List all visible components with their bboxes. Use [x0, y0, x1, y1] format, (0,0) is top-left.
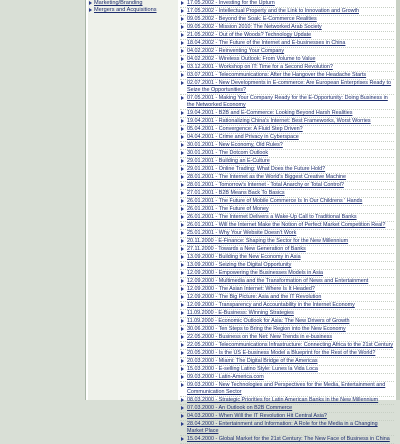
news-list-item	[180, 270, 394, 278]
news-link[interactable]: 27.01.2001 - B2B Means Back To Basics	[187, 190, 285, 196]
news-link[interactable]: 28.04.2000 - Entertainment and Information: A Role for the Media in a Changing Market Place	[187, 421, 378, 434]
triangle-bullet-icon	[181, 398, 184, 402]
news-link[interactable]: 30.01.2001 - New Economy, Old Rules?	[187, 142, 283, 148]
triangle-bullet-icon	[181, 287, 184, 291]
sidebar-item-label: Mergers and Acquisitions	[94, 7, 157, 13]
triangle-bullet-icon	[181, 96, 184, 100]
news-list-item	[180, 238, 394, 246]
news-list-item	[180, 80, 394, 95]
news-list-item	[180, 150, 394, 158]
news-link[interactable]: 09.05.2002 - Beyond the Soak: E-Commerce Realities	[187, 16, 317, 22]
triangle-bullet-icon	[181, 319, 184, 323]
triangle-bullet-icon	[181, 343, 184, 347]
triangle-bullet-icon	[181, 437, 184, 441]
news-list-item	[180, 254, 394, 262]
news-list-item	[180, 32, 394, 40]
triangle-bullet-icon	[181, 17, 184, 21]
news-list-item	[180, 262, 394, 270]
sidebar-item-marketing-branding[interactable]	[88, 0, 178, 7]
news-list-item	[180, 318, 394, 326]
news-link[interactable]: 17.05.2002 - Investing for the Upturn	[187, 0, 275, 6]
news-link[interactable]: 19.04.2001 - B2B and E-Commerce: Looking Beyond Harsh Realities	[187, 110, 353, 116]
triangle-bullet-icon	[181, 49, 184, 53]
news-list-item	[180, 64, 394, 72]
triangle-bullet-icon	[181, 1, 184, 5]
news-list-item	[180, 342, 394, 350]
triangle-bullet-icon	[181, 159, 184, 163]
news-link[interactable]: 17.05.2002 - Intellectual Property and the Link to Innovation and Growth	[187, 8, 360, 14]
news-list-item	[180, 110, 394, 118]
triangle-bullet-icon	[181, 247, 184, 251]
news-list-item	[180, 436, 394, 444]
triangle-bullet-icon	[181, 359, 184, 363]
triangle-bullet-icon	[181, 422, 184, 426]
news-link[interactable]: 26.01.2001 - Will the Internet Make the Notion of Perfect Market Competition Real?	[187, 222, 386, 228]
triangle-bullet-icon	[181, 231, 184, 235]
news-list-item	[180, 142, 394, 150]
news-list-item	[180, 95, 394, 110]
news-list-item	[180, 0, 394, 8]
triangle-bullet-icon	[181, 367, 184, 371]
news-list-item	[180, 334, 394, 342]
triangle-bullet-icon	[181, 311, 184, 315]
triangle-bullet-icon	[89, 1, 92, 5]
news-link[interactable]: 09.03.2000 - New Technologies and Perspectives for the Media, Entertainment and Communication Sector	[187, 382, 386, 395]
news-list-item	[180, 126, 394, 134]
triangle-bullet-icon	[181, 215, 184, 219]
news-link[interactable]: 03.12.2001 - Workshop on IT: Time for a Second Revolution?	[187, 64, 333, 70]
news-link[interactable]: 22.05.2000 - Business on the Net: New Trends in e-business	[187, 334, 333, 340]
news-list-item	[180, 374, 394, 382]
news-link[interactable]: 20.11.2000 - E-Finance: Shaping the Sector for the New Millennium	[187, 238, 349, 244]
news-link[interactable]: 25.01.2001 - Why Your Website Doesn't Work	[187, 230, 297, 236]
triangle-bullet-icon	[181, 73, 184, 77]
news-list-item	[180, 286, 394, 294]
news-list-item	[180, 174, 394, 182]
triangle-bullet-icon	[181, 119, 184, 123]
news-link[interactable]: 15.04.2000 - Global Market for the 21st Century: The New Face of Business in China	[187, 436, 390, 442]
triangle-bullet-icon	[181, 263, 184, 267]
news-link[interactable]: 08.03.2000 - Strategic Priorities for Latin American Banks in the New Millennium	[187, 397, 379, 403]
news-list-item	[180, 246, 394, 254]
news-link[interactable]: 12.09.2000 - The Asian Internet: Where Is It Headed?	[187, 286, 315, 292]
triangle-bullet-icon	[181, 65, 184, 69]
news-link[interactable]: 26.01.2001 - The Future of Mobile Commerce Is In Our Childrens ' Hands	[187, 198, 363, 204]
triangle-bullet-icon	[181, 111, 184, 115]
news-link[interactable]: 04.02.2002 - Wireless Outlook: From Volume to Value	[187, 56, 316, 62]
news-link[interactable]: 03.07.2001 - Telecommunications: After the Hangover the Headache Starts	[187, 72, 367, 78]
news-link[interactable]: 18.04.2002 - The Future of the Internet and E-businesses in China	[187, 40, 346, 46]
triangle-bullet-icon	[181, 351, 184, 355]
news-list-item	[180, 310, 394, 318]
news-link[interactable]: 21.05.2002 - Out of the Woods? Technology Update	[187, 32, 312, 38]
triangle-bullet-icon	[181, 175, 184, 179]
news-list-item	[180, 16, 394, 24]
triangle-bullet-icon	[89, 8, 92, 12]
news-list-item	[180, 382, 394, 397]
triangle-bullet-icon	[181, 414, 184, 418]
window-edge	[396, 0, 400, 400]
news-list-item	[180, 421, 394, 436]
triangle-bullet-icon	[181, 25, 184, 29]
news-link[interactable]: 30.01.2001 - The Dotcom Outlook	[187, 150, 269, 156]
news-link[interactable]: 27.11.2000 - Towards a New Generation of Banks	[187, 246, 306, 252]
news-list-item	[180, 40, 394, 48]
triangle-bullet-icon	[181, 335, 184, 339]
triangle-bullet-icon	[181, 151, 184, 155]
triangle-bullet-icon	[181, 81, 184, 85]
news-link[interactable]: 15.03.2000 - E-selling Latino Style: Lunes la Vida Loca	[187, 366, 318, 372]
news-link[interactable]: 22.05.2000 - Telecommunications Infrastructure: Connecting Africa to the 21st Century	[187, 342, 394, 348]
triangle-bullet-icon	[181, 191, 184, 195]
news-link[interactable]: 04.02.2002 - Reinventing Your Company	[187, 48, 285, 54]
triangle-bullet-icon	[181, 303, 184, 307]
news-list-item	[180, 158, 394, 166]
triangle-bullet-icon	[181, 383, 184, 387]
news-list-item	[180, 405, 394, 413]
news-list-item	[180, 198, 394, 206]
news-list-item	[180, 24, 394, 32]
news-link[interactable]: 19.04.2001 - Rationalizing China's Internet: Best Frameworks, Worst Worries	[187, 118, 371, 124]
news-list-item	[180, 166, 394, 174]
news-list	[180, 0, 394, 442]
news-link[interactable]: 26.01.2001 - The Future of Money	[187, 206, 269, 212]
news-link[interactable]: 29.01.2001 - Building an E-Culture	[187, 158, 270, 164]
news-link[interactable]: 05.04.2001 - Convergence: A Fluid Step Driven?	[187, 126, 303, 132]
triangle-bullet-icon	[181, 327, 184, 331]
triangle-bullet-icon	[181, 207, 184, 211]
news-list-item	[180, 222, 394, 230]
news-link[interactable]: 11.09.2000 - Economic Outlook for Asia: The New Drivers of Growth	[187, 318, 350, 324]
sidebar-item-label: Marketing/Branding	[94, 0, 143, 6]
news-list-item	[180, 302, 394, 310]
news-link[interactable]: 28.01.2001 - Tomorrow's Internet - Total Anarchy or Total Control?	[187, 182, 344, 188]
news-link[interactable]: 28.01.2001 - The Internet as the World's Biggest Creative Machine	[187, 174, 347, 180]
news-list-item	[180, 206, 394, 214]
news-link[interactable]: 26.01.2001 - The Internet Delivers a Wake-Up Call to Traditional Banks	[187, 214, 357, 220]
news-list-item	[180, 72, 394, 80]
triangle-bullet-icon	[181, 127, 184, 131]
news-link[interactable]: 12.09.2000 - Transparency and Accountability in the Internet Economy	[187, 302, 355, 308]
triangle-bullet-icon	[181, 375, 184, 379]
news-list-item	[180, 230, 394, 238]
news-link[interactable]: 30.06.2000 - Ten Steps to Bring the Region into the New Economy	[187, 326, 346, 332]
news-link[interactable]: 20.03.2000 - Miami: The Digital Bridge of the Americas	[187, 358, 318, 364]
news-list-item	[180, 118, 394, 126]
triangle-bullet-icon	[181, 199, 184, 203]
sidebar-item-mergers-acquisitions[interactable]	[88, 7, 178, 14]
news-list-item	[180, 366, 394, 374]
news-list-item	[180, 326, 394, 334]
news-list-item	[180, 214, 394, 222]
news-link[interactable]: 07.03.2000 - An Outlook on B2B Commerce	[187, 405, 293, 411]
news-list-item	[180, 48, 394, 56]
news-link[interactable]: 20.05.2000 - Is the US E-business Model a Blueprint for the Rest of the World?	[187, 350, 376, 356]
news-list-item	[180, 56, 394, 64]
news-link[interactable]: 12.09.2000 - Empowering the Businesses Models in Asia	[187, 270, 324, 276]
triangle-bullet-icon	[181, 33, 184, 37]
news-list-item	[180, 8, 394, 16]
triangle-bullet-icon	[181, 255, 184, 259]
news-link[interactable]: 07.05.2001 - Making Your Company Ready for the E-Opportunity: Doing Business in the Networked Economy	[187, 95, 388, 108]
triangle-bullet-icon	[181, 279, 184, 283]
news-list-item	[180, 413, 394, 421]
triangle-bullet-icon	[181, 223, 184, 227]
news-link[interactable]: 29.01.2001 - Online Trading: What Does the Future Hold?	[187, 166, 326, 172]
sidebar	[88, 0, 178, 400]
triangle-bullet-icon	[181, 183, 184, 187]
news-link[interactable]: 04.04.2001 - Crime and Privacy in Cyberspace	[187, 134, 299, 140]
news-list-item	[180, 134, 394, 142]
news-link[interactable]: 11.09.2000 - E-Business: Winning Strategies	[187, 310, 294, 316]
triangle-bullet-icon	[181, 9, 184, 13]
news-list-item	[180, 278, 394, 286]
news-list-item	[180, 350, 394, 358]
news-link[interactable]: 13.09.2000 - Building the New Economy in Asia	[187, 254, 301, 260]
triangle-bullet-icon	[181, 143, 184, 147]
news-list-item	[180, 182, 394, 190]
triangle-bullet-icon	[181, 239, 184, 243]
news-list-item	[180, 190, 394, 198]
triangle-bullet-icon	[181, 135, 184, 139]
news-link[interactable]: 04.03.2000 - When Will the IT Revolution Hit Central Asia?	[187, 413, 327, 419]
news-link[interactable]: 09.05.2002 - Mission 2010: The Networked Arab Society	[187, 24, 322, 30]
triangle-bullet-icon	[181, 271, 184, 275]
news-list-item	[180, 358, 394, 366]
triangle-bullet-icon	[181, 406, 184, 410]
triangle-bullet-icon	[181, 41, 184, 45]
triangle-bullet-icon	[181, 167, 184, 171]
news-list-item	[180, 294, 394, 302]
news-link[interactable]: 12.09.2000 - The Big Picture: Asia and the IT Revolution	[187, 294, 322, 300]
news-link[interactable]: 13.09.2000 - Seizing the Digital Opportunity	[187, 262, 292, 268]
news-link[interactable]: 02.07.2001 - New Developments in E-commerce: Are European Enterprises Ready to Seize the Opportunities?	[187, 80, 392, 93]
triangle-bullet-icon	[181, 295, 184, 299]
news-link[interactable]: 12.09.2000 - Multimedia and the Transformation of News and Entertainment	[187, 278, 369, 284]
triangle-bullet-icon	[181, 57, 184, 61]
news-link[interactable]: 09.03.2000 - Latin-America.com	[187, 374, 264, 380]
news-list-item	[180, 397, 394, 405]
